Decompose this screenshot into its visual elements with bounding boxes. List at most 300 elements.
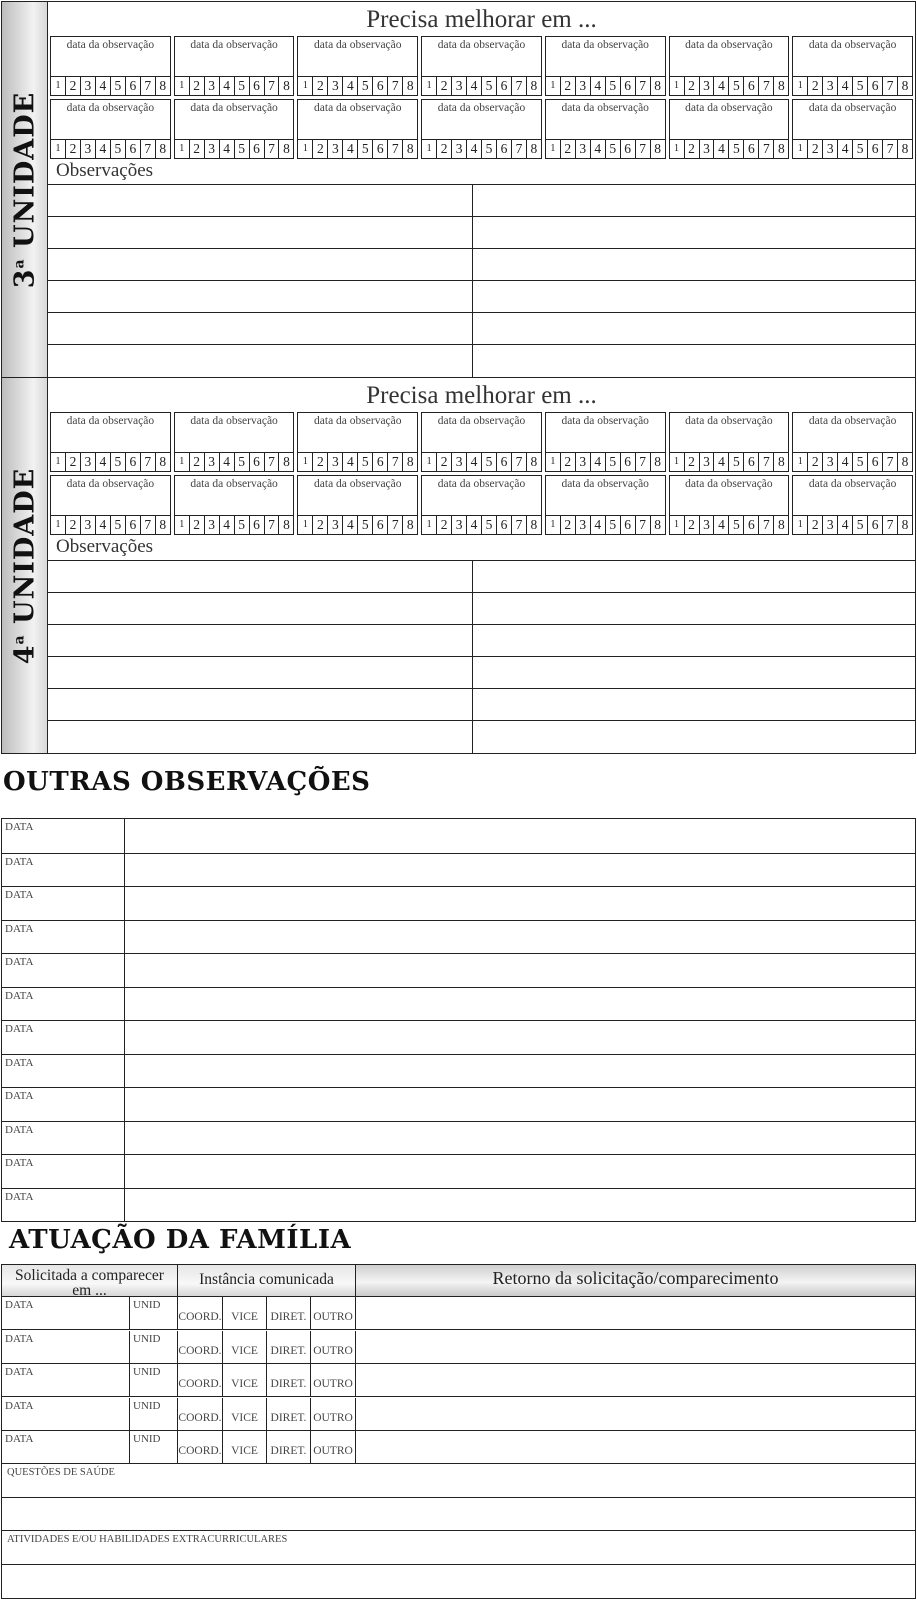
- observation-box[interactable]: [50, 475, 171, 535]
- observation-number-cell[interactable]: 8: [897, 453, 912, 471]
- observation-number-cell[interactable]: 4: [837, 140, 852, 158]
- observation-number-cell[interactable]: 2: [684, 453, 699, 471]
- instancia-option[interactable]: DIRET.: [267, 1431, 311, 1463]
- observation-number-cell[interactable]: 3: [822, 516, 837, 534]
- observation-number-cell[interactable]: 6: [743, 77, 758, 95]
- outras-row[interactable]: [2, 953, 915, 987]
- observation-number-cell[interactable]: 7: [758, 453, 773, 471]
- observation-box[interactable]: [669, 412, 790, 472]
- outras-row[interactable]: [2, 853, 915, 887]
- observation-number-cell[interactable]: 3: [204, 77, 219, 95]
- observation-number-cell[interactable]: 3: [80, 453, 95, 471]
- observation-number-cell[interactable]: 6: [125, 77, 140, 95]
- observation-number-cell[interactable]: 6: [249, 140, 264, 158]
- observation-number-cell[interactable]: 6: [372, 516, 387, 534]
- observation-number-cell[interactable]: 6: [249, 77, 264, 95]
- observation-number-cell[interactable]: 1: [797, 143, 803, 154]
- atividades-row[interactable]: [2, 1532, 915, 1565]
- observation-number-cell[interactable]: 6: [372, 453, 387, 471]
- observation-number-cell[interactable]: 2: [436, 453, 451, 471]
- observation-number-cell[interactable]: 5: [605, 516, 620, 534]
- observation-number-cell[interactable]: 1: [302, 143, 308, 154]
- observation-number-cell[interactable]: 2: [684, 77, 699, 95]
- unid-cell[interactable]: UNID: [130, 1431, 178, 1463]
- observation-box[interactable]: [792, 36, 913, 96]
- observation-number-cell[interactable]: 3: [327, 140, 342, 158]
- observation-number-cell[interactable]: 1: [55, 80, 61, 91]
- observation-number-cell[interactable]: 6: [125, 516, 140, 534]
- observation-number-cell[interactable]: 5: [110, 516, 125, 534]
- instancia-option[interactable]: DIRET.: [267, 1364, 311, 1396]
- familia-row[interactable]: [2, 1297, 915, 1330]
- observation-box[interactable]: [50, 99, 171, 159]
- observation-number-cell[interactable]: 7: [387, 140, 402, 158]
- observation-number-cell[interactable]: 1: [550, 143, 556, 154]
- observation-number-cell[interactable]: 8: [402, 516, 417, 534]
- observation-line-left[interactable]: [48, 561, 473, 592]
- observation-number-cell[interactable]: 1: [674, 456, 680, 467]
- familia-row[interactable]: [2, 1398, 915, 1431]
- observation-number-cell[interactable]: 1: [797, 456, 803, 467]
- observation-number-cell[interactable]: 5: [481, 516, 496, 534]
- observation-line[interactable]: [48, 248, 915, 280]
- observation-box[interactable]: [174, 475, 295, 535]
- observation-number-cell[interactable]: 8: [526, 516, 541, 534]
- observation-number-cell[interactable]: 5: [357, 453, 372, 471]
- observation-number-cell[interactable]: 4: [713, 77, 728, 95]
- observation-number-cell[interactable]: 3: [699, 140, 714, 158]
- observation-number-cell[interactable]: 4: [219, 453, 234, 471]
- observation-number-cell[interactable]: 2: [807, 453, 822, 471]
- observation-line-left[interactable]: [48, 185, 473, 216]
- observation-number-cell[interactable]: 4: [219, 140, 234, 158]
- unid-cell[interactable]: UNID: [130, 1398, 178, 1430]
- outras-row[interactable]: [2, 1121, 915, 1155]
- familia-row[interactable]: [2, 1431, 915, 1464]
- observation-number-cell[interactable]: 2: [312, 516, 327, 534]
- atividades-line[interactable]: [2, 1565, 915, 1598]
- observation-number-cell[interactable]: 8: [402, 453, 417, 471]
- observation-number-cell[interactable]: 5: [728, 453, 743, 471]
- observation-number-cell[interactable]: 3: [822, 453, 837, 471]
- familia-row[interactable]: [2, 1331, 915, 1364]
- observation-number-cell[interactable]: 2: [807, 140, 822, 158]
- observation-box[interactable]: [669, 36, 790, 96]
- data-cell[interactable]: DATA: [2, 921, 125, 954]
- observation-number-cell[interactable]: 3: [204, 453, 219, 471]
- observation-number-cell[interactable]: 4: [466, 516, 481, 534]
- observation-number-cell[interactable]: 7: [758, 140, 773, 158]
- observation-number-cell[interactable]: 4: [590, 453, 605, 471]
- observation-number-cell[interactable]: 7: [758, 77, 773, 95]
- observation-number-cell[interactable]: 5: [605, 453, 620, 471]
- observation-box[interactable]: [297, 412, 418, 472]
- observation-number-cell[interactable]: 5: [728, 516, 743, 534]
- observation-number-cell[interactable]: 3: [327, 77, 342, 95]
- observation-line-left[interactable]: [48, 281, 473, 312]
- observation-number-cell[interactable]: 2: [65, 140, 80, 158]
- observation-number-cell[interactable]: 8: [650, 77, 665, 95]
- observation-number-cell[interactable]: 4: [590, 516, 605, 534]
- observation-number-cell[interactable]: 4: [837, 516, 852, 534]
- observation-box[interactable]: [421, 36, 542, 96]
- observation-number-cell[interactable]: 1: [179, 456, 185, 467]
- observation-number-cell[interactable]: 8: [278, 77, 293, 95]
- instancia-option[interactable]: VICE: [223, 1297, 267, 1329]
- data-cell[interactable]: DATA: [2, 1297, 130, 1329]
- observation-number-cell[interactable]: 3: [80, 140, 95, 158]
- observation-box[interactable]: [545, 36, 666, 96]
- observation-number-cell[interactable]: 8: [278, 140, 293, 158]
- observation-number-cell[interactable]: 2: [684, 140, 699, 158]
- observation-number-cell[interactable]: 3: [699, 453, 714, 471]
- observation-number-cell[interactable]: 5: [357, 77, 372, 95]
- instancia-option[interactable]: DIRET.: [267, 1331, 311, 1363]
- observation-number-cell[interactable]: 5: [357, 140, 372, 158]
- observation-number-cell[interactable]: 8: [155, 516, 170, 534]
- observation-box[interactable]: [174, 412, 295, 472]
- observation-number-cell[interactable]: 7: [387, 453, 402, 471]
- observation-number-cell[interactable]: 1: [426, 143, 432, 154]
- unid-cell[interactable]: UNID: [130, 1331, 178, 1363]
- observation-number-cell[interactable]: 1: [55, 143, 61, 154]
- observation-number-cell[interactable]: 5: [852, 140, 867, 158]
- observation-number-cell[interactable]: 7: [387, 516, 402, 534]
- observation-box[interactable]: [792, 475, 913, 535]
- observation-number-cell[interactable]: 6: [496, 453, 511, 471]
- observation-box[interactable]: [50, 412, 171, 472]
- observation-number-cell[interactable]: 7: [140, 516, 155, 534]
- observation-box[interactable]: [421, 475, 542, 535]
- observation-number-cell[interactable]: 4: [590, 140, 605, 158]
- observation-line[interactable]: [48, 312, 915, 344]
- observation-number-cell[interactable]: 2: [560, 516, 575, 534]
- observation-line-left[interactable]: [48, 345, 473, 377]
- observation-number-cell[interactable]: 3: [575, 453, 590, 471]
- observation-number-cell[interactable]: 2: [65, 453, 80, 471]
- observation-number-cell[interactable]: 2: [312, 453, 327, 471]
- observation-number-cell[interactable]: 1: [426, 519, 432, 530]
- observation-number-cell[interactable]: 3: [822, 77, 837, 95]
- observation-number-cell[interactable]: 8: [897, 516, 912, 534]
- retorno-cell[interactable]: [356, 1398, 915, 1430]
- observation-number-cell[interactable]: 5: [852, 453, 867, 471]
- observation-number-cell[interactable]: 6: [249, 453, 264, 471]
- observation-number-cell[interactable]: 6: [372, 77, 387, 95]
- observation-number-cell[interactable]: 4: [219, 516, 234, 534]
- observation-number-cell[interactable]: 5: [852, 516, 867, 534]
- retorno-cell[interactable]: [356, 1331, 915, 1363]
- observation-number-cell[interactable]: 3: [451, 140, 466, 158]
- observation-number-cell[interactable]: 3: [451, 77, 466, 95]
- observation-number-cell[interactable]: 3: [204, 140, 219, 158]
- observation-line[interactable]: [48, 184, 915, 216]
- data-cell[interactable]: DATA: [2, 1398, 130, 1430]
- instancia-option[interactable]: COORD.: [178, 1431, 223, 1463]
- observation-number-cell[interactable]: 6: [743, 140, 758, 158]
- data-cell[interactable]: DATA: [2, 1364, 130, 1396]
- observation-number-cell[interactable]: 2: [560, 140, 575, 158]
- observation-number-cell[interactable]: 5: [852, 77, 867, 95]
- instancia-option[interactable]: COORD.: [178, 1398, 223, 1430]
- observation-number-cell[interactable]: 1: [179, 143, 185, 154]
- observation-number-cell[interactable]: 1: [55, 456, 61, 467]
- observation-number-cell[interactable]: 5: [234, 77, 249, 95]
- instancia-option[interactable]: VICE: [223, 1364, 267, 1396]
- observation-box[interactable]: [669, 475, 790, 535]
- data-cell[interactable]: DATA: [2, 819, 125, 853]
- observation-box[interactable]: [669, 99, 790, 159]
- observation-number-cell[interactable]: 3: [80, 77, 95, 95]
- observation-line[interactable]: [48, 720, 915, 753]
- observation-number-cell[interactable]: 4: [95, 140, 110, 158]
- observation-number-cell[interactable]: 2: [65, 516, 80, 534]
- observation-number-cell[interactable]: 8: [278, 453, 293, 471]
- observation-number-cell[interactable]: 8: [773, 516, 788, 534]
- observation-number-cell[interactable]: 7: [758, 516, 773, 534]
- observation-line[interactable]: [48, 656, 915, 688]
- observation-number-cell[interactable]: 5: [234, 516, 249, 534]
- outras-row[interactable]: [2, 886, 915, 920]
- instancia-option[interactable]: VICE: [223, 1431, 267, 1463]
- observation-number-cell[interactable]: 2: [436, 77, 451, 95]
- observation-number-cell[interactable]: 5: [481, 453, 496, 471]
- observation-number-cell[interactable]: 1: [426, 456, 432, 467]
- observation-number-cell[interactable]: 6: [496, 77, 511, 95]
- observation-line[interactable]: [48, 344, 915, 377]
- observation-box[interactable]: [174, 99, 295, 159]
- observation-box[interactable]: [421, 412, 542, 472]
- instancia-option[interactable]: DIRET.: [267, 1398, 311, 1430]
- retorno-cell[interactable]: [356, 1297, 915, 1329]
- observation-number-cell[interactable]: 7: [264, 77, 279, 95]
- data-cell[interactable]: DATA: [2, 1189, 125, 1222]
- observation-number-cell[interactable]: 5: [234, 453, 249, 471]
- observation-number-cell[interactable]: 4: [342, 516, 357, 534]
- observation-box[interactable]: [792, 412, 913, 472]
- observation-line-left[interactable]: [48, 721, 473, 753]
- observation-line[interactable]: [48, 592, 915, 624]
- observation-number-cell[interactable]: 4: [342, 140, 357, 158]
- instancia-option[interactable]: OUTRO: [311, 1431, 356, 1463]
- questoes-saude-line[interactable]: [2, 1498, 915, 1531]
- data-cell[interactable]: DATA: [2, 1021, 125, 1054]
- observation-line[interactable]: [48, 216, 915, 248]
- observation-number-cell[interactable]: 1: [797, 519, 803, 530]
- observation-number-cell[interactable]: 7: [511, 140, 526, 158]
- observation-number-cell[interactable]: 3: [327, 453, 342, 471]
- observation-number-cell[interactable]: 2: [436, 140, 451, 158]
- observation-number-cell[interactable]: 2: [684, 516, 699, 534]
- observation-number-cell[interactable]: 6: [620, 453, 635, 471]
- observation-number-cell[interactable]: 8: [650, 140, 665, 158]
- observation-number-cell[interactable]: 3: [699, 516, 714, 534]
- observation-line-left[interactable]: [48, 313, 473, 344]
- observation-line-left[interactable]: [48, 249, 473, 280]
- observation-number-cell[interactable]: 1: [302, 80, 308, 91]
- observation-number-cell[interactable]: 5: [481, 77, 496, 95]
- observation-number-cell[interactable]: 3: [327, 516, 342, 534]
- observation-number-cell[interactable]: 5: [234, 140, 249, 158]
- outras-row[interactable]: [2, 1054, 915, 1088]
- observation-number-cell[interactable]: 7: [264, 140, 279, 158]
- observation-box[interactable]: [174, 36, 295, 96]
- observation-number-cell[interactable]: 2: [65, 77, 80, 95]
- observation-number-cell[interactable]: 1: [302, 519, 308, 530]
- observation-number-cell[interactable]: 4: [590, 77, 605, 95]
- observation-number-cell[interactable]: 2: [312, 77, 327, 95]
- observation-number-cell[interactable]: 4: [95, 516, 110, 534]
- observation-number-cell[interactable]: 4: [342, 77, 357, 95]
- observation-number-cell[interactable]: 1: [674, 143, 680, 154]
- observation-number-cell[interactable]: 7: [635, 516, 650, 534]
- observation-number-cell[interactable]: 7: [511, 453, 526, 471]
- observation-number-cell[interactable]: 7: [882, 140, 897, 158]
- observation-line-left[interactable]: [48, 689, 473, 720]
- observation-number-cell[interactable]: 3: [451, 453, 466, 471]
- observation-number-cell[interactable]: 7: [140, 140, 155, 158]
- data-cell[interactable]: DATA: [2, 1088, 125, 1121]
- observation-number-cell[interactable]: 5: [110, 77, 125, 95]
- observation-number-cell[interactable]: 4: [95, 77, 110, 95]
- observation-number-cell[interactable]: 5: [481, 140, 496, 158]
- outras-row[interactable]: [2, 1020, 915, 1054]
- observation-number-cell[interactable]: 6: [125, 453, 140, 471]
- instancia-option[interactable]: VICE: [223, 1398, 267, 1430]
- observation-number-cell[interactable]: 4: [713, 516, 728, 534]
- observation-number-cell[interactable]: 4: [95, 453, 110, 471]
- observation-number-cell[interactable]: 5: [728, 140, 743, 158]
- observation-number-cell[interactable]: 4: [466, 453, 481, 471]
- retorno-cell[interactable]: [356, 1431, 915, 1463]
- observation-number-cell[interactable]: 7: [882, 516, 897, 534]
- observation-number-cell[interactable]: 8: [897, 140, 912, 158]
- observation-number-cell[interactable]: 3: [822, 140, 837, 158]
- observation-number-cell[interactable]: 5: [605, 77, 620, 95]
- observation-number-cell[interactable]: 2: [189, 516, 204, 534]
- data-cell[interactable]: DATA: [2, 887, 125, 920]
- observation-number-cell[interactable]: 7: [511, 77, 526, 95]
- observation-line[interactable]: [48, 624, 915, 656]
- outras-row[interactable]: [2, 987, 915, 1021]
- observation-number-cell[interactable]: 8: [155, 140, 170, 158]
- observation-number-cell[interactable]: 4: [837, 77, 852, 95]
- outras-row[interactable]: [2, 819, 915, 853]
- observation-number-cell[interactable]: 1: [426, 80, 432, 91]
- data-cell[interactable]: DATA: [2, 954, 125, 987]
- observation-number-cell[interactable]: 1: [179, 519, 185, 530]
- observation-number-cell[interactable]: 1: [674, 80, 680, 91]
- observation-number-cell[interactable]: 8: [897, 77, 912, 95]
- observation-number-cell[interactable]: 6: [125, 140, 140, 158]
- observation-number-cell[interactable]: 6: [372, 140, 387, 158]
- observation-number-cell[interactable]: 2: [560, 453, 575, 471]
- observation-number-cell[interactable]: 6: [867, 516, 882, 534]
- observation-line-left[interactable]: [48, 593, 473, 624]
- data-cell[interactable]: DATA: [2, 1055, 125, 1088]
- observation-number-cell[interactable]: 2: [189, 140, 204, 158]
- data-cell[interactable]: DATA: [2, 1431, 130, 1463]
- observation-number-cell[interactable]: 1: [550, 519, 556, 530]
- data-cell[interactable]: DATA: [2, 1155, 125, 1188]
- observation-line[interactable]: [48, 560, 915, 592]
- observation-number-cell[interactable]: 1: [550, 456, 556, 467]
- observation-number-cell[interactable]: 6: [496, 140, 511, 158]
- observation-number-cell[interactable]: 6: [867, 453, 882, 471]
- observation-number-cell[interactable]: 1: [179, 80, 185, 91]
- observation-number-cell[interactable]: 2: [312, 140, 327, 158]
- observation-number-cell[interactable]: 7: [635, 77, 650, 95]
- observation-number-cell[interactable]: 6: [249, 516, 264, 534]
- observation-number-cell[interactable]: 8: [650, 516, 665, 534]
- observation-line[interactable]: [48, 280, 915, 312]
- observation-number-cell[interactable]: 8: [155, 77, 170, 95]
- observation-number-cell[interactable]: 3: [575, 516, 590, 534]
- observation-number-cell[interactable]: 1: [674, 519, 680, 530]
- unid-cell[interactable]: UNID: [130, 1297, 178, 1329]
- outras-row[interactable]: [2, 1087, 915, 1121]
- observation-number-cell[interactable]: 7: [140, 77, 155, 95]
- observation-box[interactable]: [297, 36, 418, 96]
- observation-number-cell[interactable]: 4: [837, 453, 852, 471]
- observation-number-cell[interactable]: 2: [189, 453, 204, 471]
- observation-number-cell[interactable]: 1: [55, 519, 61, 530]
- observation-number-cell[interactable]: 4: [342, 453, 357, 471]
- instancia-option[interactable]: OUTRO: [311, 1364, 356, 1396]
- observation-number-cell[interactable]: 2: [807, 516, 822, 534]
- observation-number-cell[interactable]: 3: [575, 77, 590, 95]
- instancia-option[interactable]: OUTRO: [311, 1398, 356, 1430]
- outras-row[interactable]: [2, 920, 915, 954]
- observation-number-cell[interactable]: 3: [80, 516, 95, 534]
- observation-number-cell[interactable]: 7: [264, 516, 279, 534]
- observation-number-cell[interactable]: 1: [302, 456, 308, 467]
- observation-number-cell[interactable]: 8: [526, 77, 541, 95]
- familia-row[interactable]: [2, 1364, 915, 1397]
- observation-number-cell[interactable]: 3: [451, 516, 466, 534]
- instancia-option[interactable]: VICE: [223, 1331, 267, 1363]
- observation-number-cell[interactable]: 5: [110, 140, 125, 158]
- observation-number-cell[interactable]: 1: [797, 80, 803, 91]
- observation-number-cell[interactable]: 2: [189, 77, 204, 95]
- observation-box[interactable]: [297, 475, 418, 535]
- observation-box[interactable]: [297, 99, 418, 159]
- instancia-option[interactable]: OUTRO: [311, 1331, 356, 1363]
- observation-number-cell[interactable]: 4: [713, 140, 728, 158]
- observation-number-cell[interactable]: 8: [402, 140, 417, 158]
- observation-number-cell[interactable]: 8: [526, 453, 541, 471]
- observation-number-cell[interactable]: 7: [882, 77, 897, 95]
- observation-number-cell[interactable]: 8: [650, 453, 665, 471]
- observation-number-cell[interactable]: 7: [387, 77, 402, 95]
- observation-number-cell[interactable]: 7: [635, 453, 650, 471]
- observation-number-cell[interactable]: 5: [728, 77, 743, 95]
- observation-line-left[interactable]: [48, 217, 473, 248]
- observation-number-cell[interactable]: 8: [402, 77, 417, 95]
- observation-number-cell[interactable]: 6: [496, 516, 511, 534]
- observation-number-cell[interactable]: 6: [620, 77, 635, 95]
- observation-box[interactable]: [545, 99, 666, 159]
- observation-number-cell[interactable]: 6: [743, 453, 758, 471]
- observation-number-cell[interactable]: 3: [699, 77, 714, 95]
- observation-number-cell[interactable]: 5: [357, 516, 372, 534]
- observation-number-cell[interactable]: 8: [155, 453, 170, 471]
- observation-number-cell[interactable]: 7: [511, 516, 526, 534]
- observation-number-cell[interactable]: 4: [466, 140, 481, 158]
- instancia-option[interactable]: DIRET.: [267, 1297, 311, 1329]
- observation-line[interactable]: [48, 688, 915, 720]
- observation-box[interactable]: [545, 475, 666, 535]
